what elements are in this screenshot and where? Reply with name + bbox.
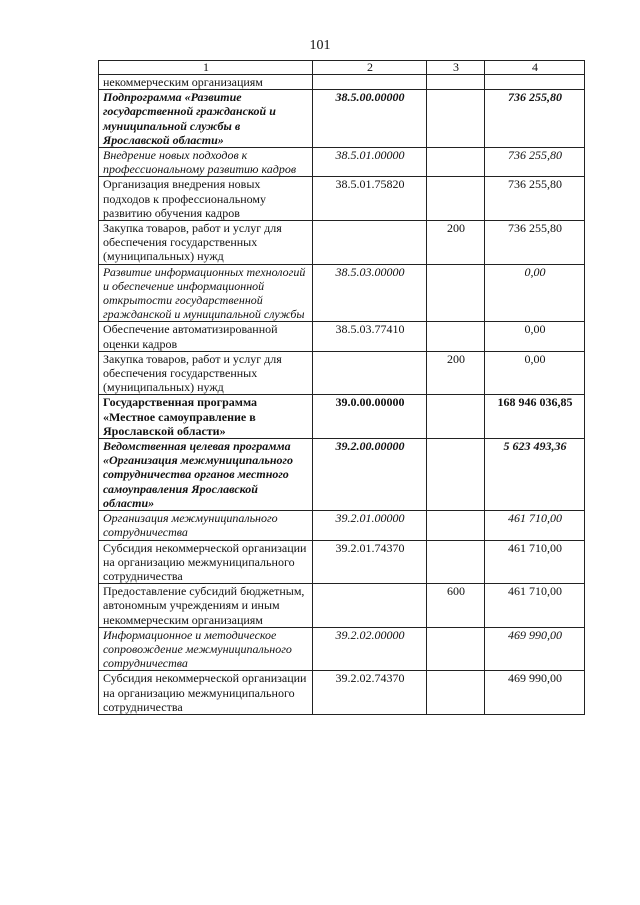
row-expense-type-cell — [427, 540, 485, 584]
header-row — [99, 61, 585, 75]
row-code-cell: 38.5.00.00000 — [313, 90, 427, 148]
row-amount-cell: 736 255,80 — [485, 148, 585, 177]
row-amount-cell: 0,00 — [485, 264, 585, 322]
row-expense-type-cell — [427, 148, 485, 177]
row-name-cell: Субсидия некоммерческой организации на организацию межмуниципального сотрудничества — [99, 540, 313, 584]
row-amount-cell: 0,00 — [485, 322, 585, 351]
row-amount-cell: 168 946 036,85 — [485, 395, 585, 439]
row-code-cell: 39.2.01.74370 — [313, 540, 427, 584]
row-amount-cell: 736 255,80 — [485, 90, 585, 148]
row-name-cell: Развитие информационных технологий и обеспечение информационной открытости государственной гражданской и муниципальной службы — [99, 264, 313, 322]
table-row — [99, 221, 585, 265]
row-name-cell: Обеспечение автоматизированной оценки кадров — [99, 322, 313, 351]
table-row — [99, 395, 585, 439]
header-col-3: 3 — [427, 61, 485, 75]
table-row — [99, 584, 585, 628]
row-code-cell: 38.5.03.00000 — [313, 264, 427, 322]
row-name-cell: Организация внедрения новых подходов к профессиональному развитию обучения кадров — [99, 177, 313, 221]
row-expense-type-cell: 600 — [427, 584, 485, 628]
row-amount-cell: 469 990,00 — [485, 671, 585, 715]
table-row — [99, 177, 585, 221]
table-row — [99, 90, 585, 148]
row-expense-type-cell — [427, 90, 485, 148]
table-row — [99, 540, 585, 584]
table-row — [99, 351, 585, 395]
table-row — [99, 264, 585, 322]
header-col-1: 1 — [99, 61, 313, 75]
row-name-cell: некоммерческим организациям — [99, 75, 313, 90]
row-amount-cell: 461 710,00 — [485, 540, 585, 584]
row-amount-cell: 461 710,00 — [485, 511, 585, 540]
header-col-4: 4 — [485, 61, 585, 75]
table-row — [99, 148, 585, 177]
row-code-cell: 38.5.03.77410 — [313, 322, 427, 351]
row-code-cell — [313, 75, 427, 90]
table-row — [99, 439, 585, 511]
row-name-cell: Организация межмуниципального сотрудничества — [99, 511, 313, 540]
row-expense-type-cell — [427, 75, 485, 90]
page-number: 101 — [309, 38, 331, 53]
row-amount-cell: 0,00 — [485, 351, 585, 395]
row-name-cell: Закупка товаров, работ и услуг для обеспечения государственных (муниципальных) нужд — [99, 351, 313, 395]
row-name-cell: Информационное и методическое сопровождение межмуниципального сотрудничества — [99, 627, 313, 671]
row-code-cell — [313, 351, 427, 395]
row-expense-type-cell: 200 — [427, 351, 485, 395]
row-code-cell: 39.2.01.00000 — [313, 511, 427, 540]
row-expense-type-cell — [427, 511, 485, 540]
row-amount-cell: 461 710,00 — [485, 584, 585, 628]
row-expense-type-cell — [427, 322, 485, 351]
row-expense-type-cell — [427, 395, 485, 439]
row-amount-cell: 736 255,80 — [485, 221, 585, 265]
row-expense-type-cell — [427, 177, 485, 221]
row-name-cell: Закупка товаров, работ и услуг для обеспечения государственных (муниципальных) нужд — [99, 221, 313, 265]
table-row — [99, 511, 585, 540]
row-name-cell: Внедрение новых подходов к профессиональному развитию кадров — [99, 148, 313, 177]
row-amount-cell: 5 623 493,36 — [485, 439, 585, 511]
row-name-cell: Подпрограмма «Развитие государственной гражданской и муниципальной службы в Ярославской области» — [99, 90, 313, 148]
row-code-cell: 39.2.00.00000 — [313, 439, 427, 511]
row-code-cell: 39.2.02.00000 — [313, 627, 427, 671]
row-code-cell — [313, 584, 427, 628]
row-code-cell: 39.0.00.00000 — [313, 395, 427, 439]
row-code-cell: 39.2.02.74370 — [313, 671, 427, 715]
row-expense-type-cell — [427, 627, 485, 671]
row-amount-cell — [485, 75, 585, 90]
row-expense-type-cell — [427, 264, 485, 322]
header-col-2: 2 — [313, 61, 427, 75]
table-row — [99, 671, 585, 715]
row-expense-type-cell: 200 — [427, 221, 485, 265]
row-name-cell: Ведомственная целевая программа «Организация межмуниципального сотрудничества органов местного самоуправления Ярославской области» — [99, 439, 313, 511]
row-expense-type-cell — [427, 671, 485, 715]
row-amount-cell: 469 990,00 — [485, 627, 585, 671]
table-row — [99, 627, 585, 671]
row-code-cell: 38.5.01.00000 — [313, 148, 427, 177]
row-expense-type-cell — [427, 439, 485, 511]
row-amount-cell: 736 255,80 — [485, 177, 585, 221]
budget-table — [98, 60, 585, 715]
row-name-cell: Субсидия некоммерческой организации на организацию межмуниципального сотрудничества — [99, 671, 313, 715]
row-name-cell: Предоставление субсидий бюджетным, автономным учреждениям и иным некоммерческим организациям — [99, 584, 313, 628]
row-code-cell — [313, 221, 427, 265]
row-code-cell: 38.5.01.75820 — [313, 177, 427, 221]
row-name-cell: Государственная программа «Местное самоуправление в Ярославской области» — [99, 395, 313, 439]
table-row — [99, 322, 585, 351]
table-row — [99, 75, 585, 90]
